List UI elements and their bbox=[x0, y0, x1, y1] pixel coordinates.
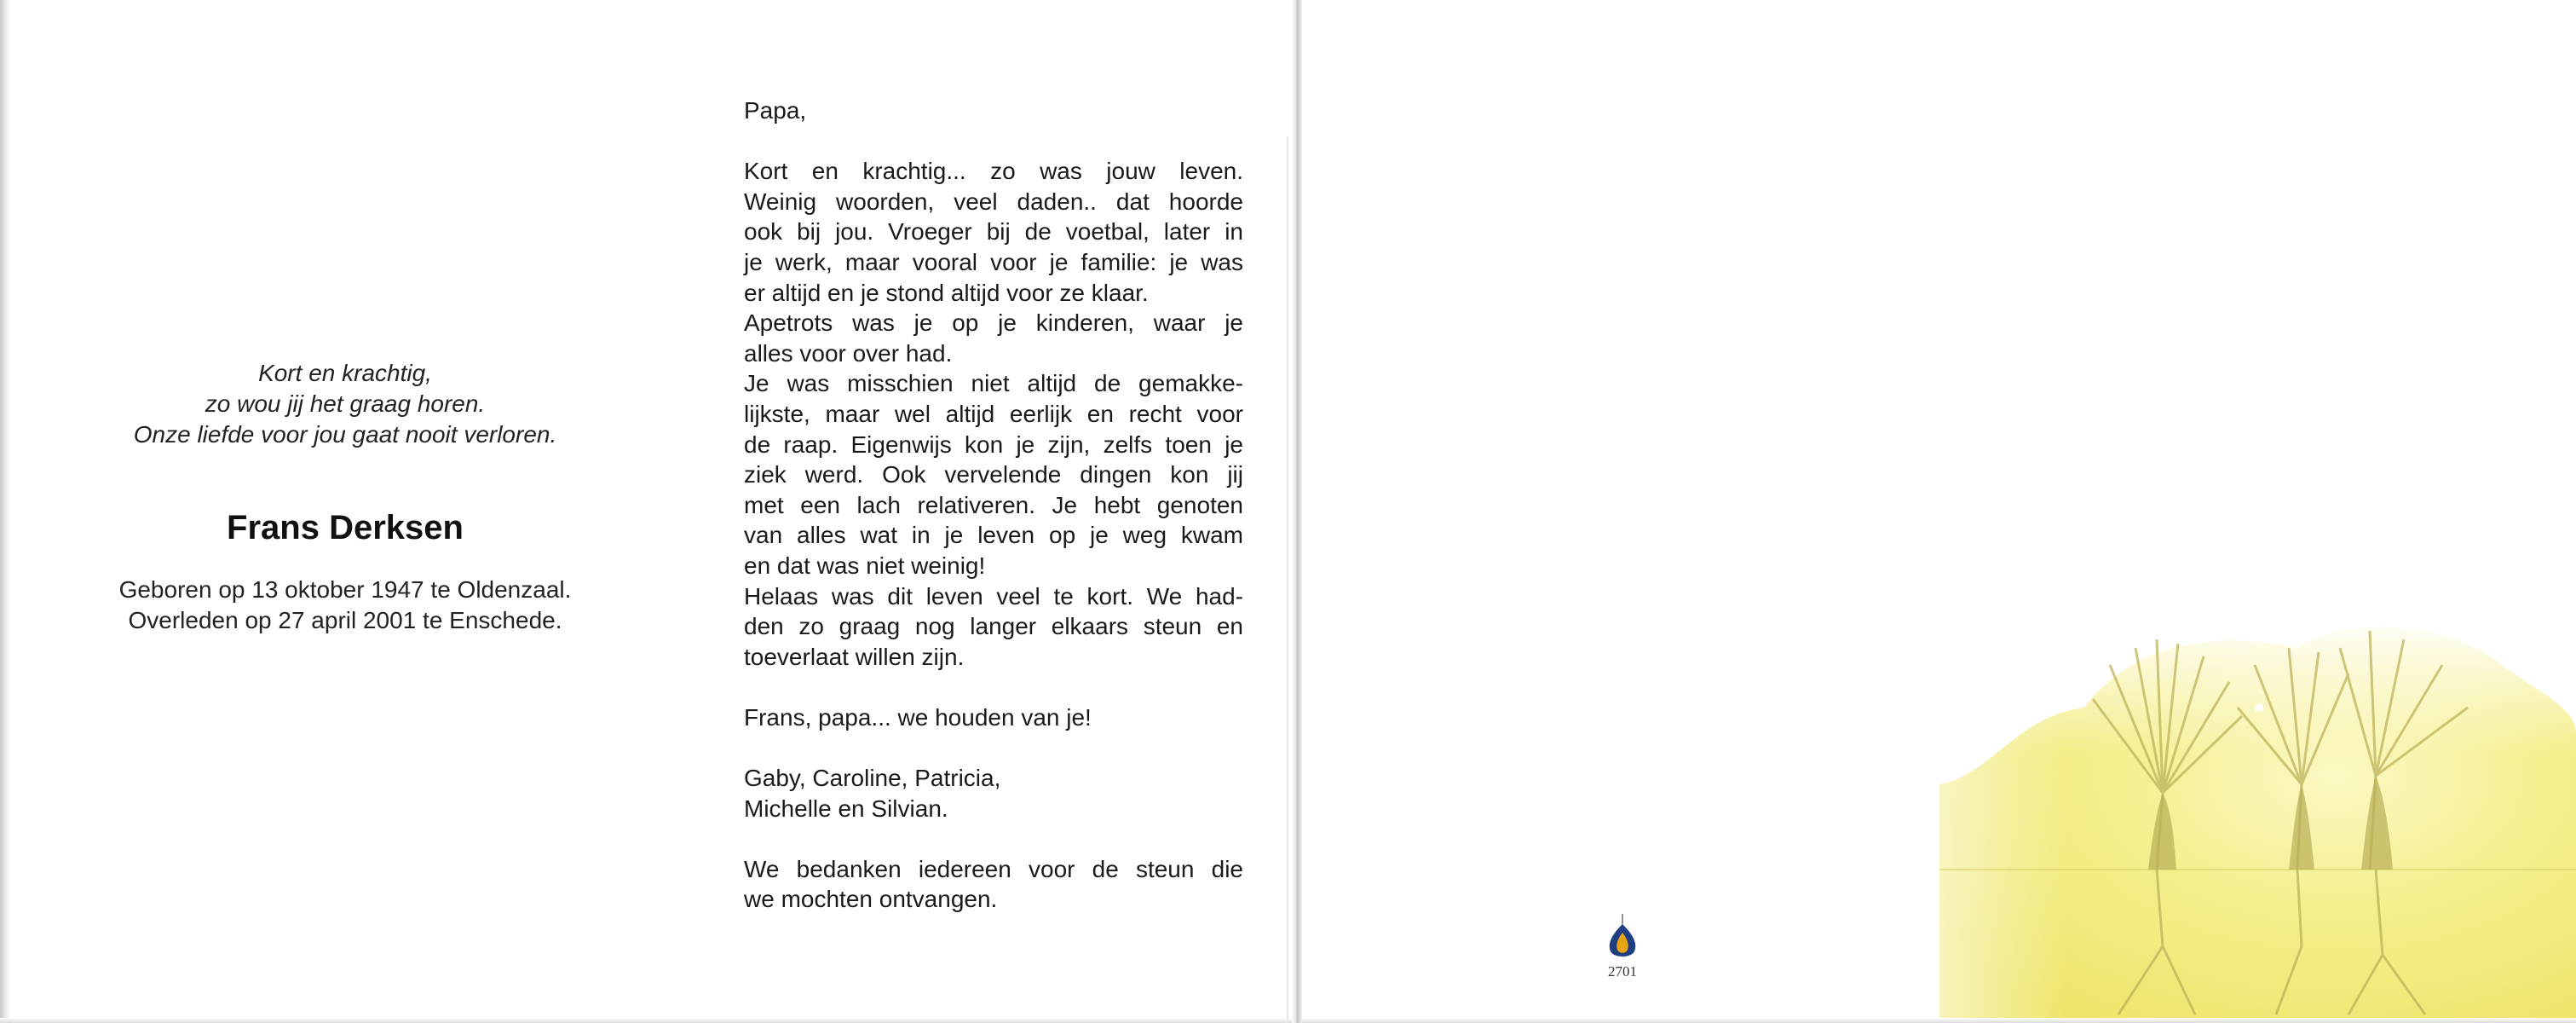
letter-line: van alles wat in je leven op je weg kwam bbox=[744, 522, 1243, 549]
verse-line: zo wou jij het graag horen. bbox=[205, 390, 486, 417]
letter-signature-line: Gaby, Caroline, Patricia, bbox=[744, 765, 1001, 792]
death-line: Overleden op 27 april 2001 te Enschede. bbox=[128, 607, 562, 633]
birth-line: Geboren op 13 oktober 1947 te Oldenzaal. bbox=[118, 576, 572, 603]
letter-line: lijkste, maar wel altijd eerlijk en recht voor bbox=[744, 400, 1243, 427]
card-left-edge bbox=[0, 0, 10, 1023]
farewell-letter bbox=[744, 95, 1243, 915]
letter-line: den zo graag nog langer elkaars steun en bbox=[744, 613, 1243, 640]
letter-line: ziek werd. Ook vervelende dingen kon jij bbox=[744, 461, 1243, 488]
life-dates bbox=[51, 575, 639, 636]
letter-salutation: Papa, bbox=[744, 97, 807, 124]
letter-line: Apetrots was je op je kinderen, waar je bbox=[744, 309, 1243, 337]
letter-line: je werk, maar vooral voor je familie: je was bbox=[744, 248, 1243, 275]
verse-line: Kort en krachtig, bbox=[258, 360, 432, 386]
letter-line: Kort en krachtig... zo was jouw leven. bbox=[744, 158, 1243, 185]
letter-line: de raap. Eigenwijs kon je zijn, zelfs toen je bbox=[744, 431, 1243, 458]
letter-line: toeverlaat willen zijn. bbox=[744, 643, 965, 670]
panel-divider bbox=[1287, 136, 1288, 1023]
letter-line: Helaas was dit leven veel te kort. We had- bbox=[744, 582, 1243, 610]
verse-line: Onze liefde voor jou gaat nooit verloren. bbox=[133, 421, 557, 448]
letter-line: Weinig woorden, veel daden.. dat hoorde bbox=[744, 188, 1243, 215]
letter-line: met een lach relativeren. Je hebt genoten bbox=[744, 491, 1243, 518]
letter-signature-line: Michelle en Silvian. bbox=[744, 795, 948, 822]
card-fold bbox=[1292, 0, 1302, 1023]
letter-line: en dat was niet weinig! bbox=[744, 552, 986, 579]
willow-trees-photo bbox=[1939, 614, 2576, 1018]
letter-thanks-line: we mochten ontvangen. bbox=[744, 886, 998, 913]
letter-love-line: Frans, papa... we houden van je! bbox=[744, 703, 1092, 731]
deceased-name: Frans Derksen bbox=[227, 509, 464, 546]
letter-line: alles voor over had. bbox=[744, 339, 953, 367]
letter-line: Je was misschien niet altijd de gemakke- bbox=[744, 370, 1243, 397]
letter-line: er altijd en je stond altijd voor ze klaar. bbox=[744, 279, 1149, 306]
card-number: 2701 bbox=[1608, 963, 1637, 980]
letter-thanks-line: We bedanken iedereen voor de steun die bbox=[744, 855, 1243, 882]
flame-drop-icon bbox=[1604, 914, 1641, 962]
letter-line: ook bij jou. Vroeger bij de voetbal, later in bbox=[744, 218, 1243, 246]
memorial-verse bbox=[51, 358, 639, 450]
